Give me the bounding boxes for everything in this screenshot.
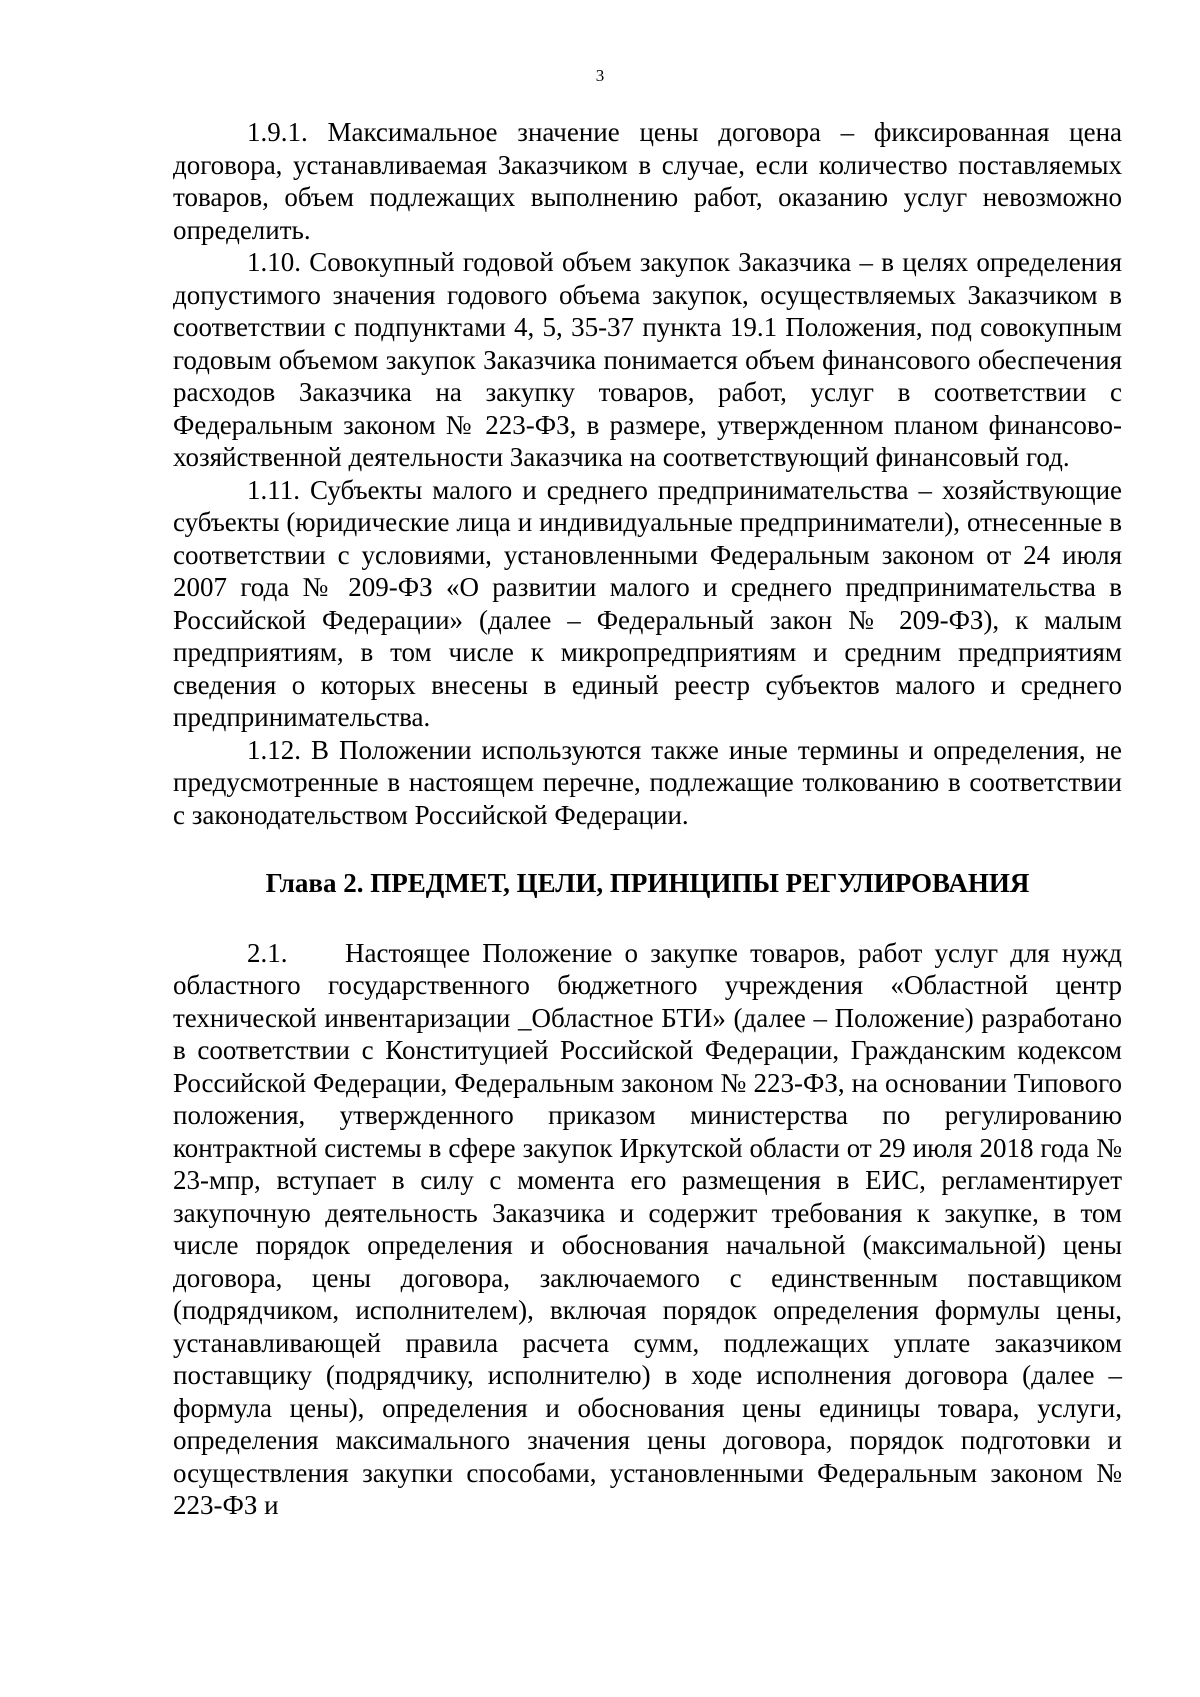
paragraph-text: Совокупный годовой объем закупок Заказчика – в целях определения допустимого значения годового объема закупок, осуществляемых Заказчиком в соответствии с подпунктами 4, 5, 35-37 пункта 19.1 Положения, под совокупным годовым объемом закупок Заказчика понимается объем финансового обеспечения расходов Заказчика на закупку товаров, работ, услуг в соответствии с Федеральным законом № 223-ФЗ, в размере, утвержденном планом финансово-хозяйственной деятельности Заказчика на соответствующий финансовый год.	[173, 247, 1123, 472]
paragraph-1-10	[173, 246, 1122, 474]
document-body	[173, 116, 1122, 1522]
paragraph-text: Максимальное значение цены договора – фиксированная цена договора, устанавливаемая Заказчиком в случае, если количество поставляемых товаров, объем подлежащих выполнению работ, оказанию услуг невозможно определить.	[173, 117, 1123, 245]
paragraph-number: 1.11.	[247, 474, 300, 505]
paragraph-number: 1.9.1.	[247, 117, 308, 147]
paragraph-2-1	[173, 937, 1122, 1522]
paragraph-1-11	[173, 474, 1122, 734]
paragraph-text: В Положении используются также иные термины и определения, не предусмотренные в настоящем перечне, подлежащие толкованию в соответствии с законодательством Российской Федерации.	[173, 734, 1122, 830]
paragraph-1-12	[173, 734, 1122, 832]
paragraph-number: 1.10.	[247, 247, 301, 277]
paragraph-number: 1.12.	[247, 734, 301, 765]
paragraph-1-9-1	[173, 116, 1122, 246]
chapter-heading: Глава 2. ПРЕДМЕТ, ЦЕЛИ, ПРИНЦИПЫ РЕГУЛИРОВАНИЯ	[265, 868, 1030, 898]
paragraph-text: Субъекты малого и среднего предпринимательства – хозяйствующие субъекты (юридические лица и индивидуальные предприниматели), отнесенные в соответствии с условиями, установленными Федеральным законом от 24 июля 2007 года № 209-ФЗ «О развитии малого и среднего предпринимательства в Российской Федерации» (далее – Федеральный закон № 209-ФЗ), к малым предприятиям, в том числе к микропредприятиям и средним предприятиям сведения о которых внесены в единый реестр субъектов малого и среднего предпринимательства.	[173, 474, 1122, 732]
paragraph-number: 2.1.	[247, 937, 288, 968]
page-number: 3	[595, 66, 605, 85]
paragraph-text: Настоящее Положение о закупке товаров, работ услуг для нужд областного государственного бюджетного учреждения «Областной центр технической инвентаризации _Областное БТИ» (далее – Положение) разработано в соответствии с Конституцией Российской Федерации, Гражданским кодексом Российской Федерации, Федеральным законом № 223-ФЗ, на основании Типового положения, утвержденного приказом министерства по регулированию контрактной системы в сфере закупок Иркутской области от 29 июля 2018 года № 23-мпр, вступает в силу с момента его размещения в ЕИС, регламентирует закупочную деятельность Заказчика и содержит требования к закупке, в том числе порядок определения и обоснования начальной (максимальной) цены договора, цены договора, заключаемого с единственным поставщиком (подрядчиком, исполнителем), включая порядок определения формулы цены, устанавливающей правила расчета сумм, подлежащих уплате заказчиком поставщику (подрядчику, исполнителю) в ходе исполнения договора (далее – формула цены), определения и обоснования цены единицы товара, услуги, определения максимального значения цены договора, порядок подготовки и осуществления закупки способами, установленными Федеральным законом № 223-ФЗ и	[173, 937, 1122, 1520]
